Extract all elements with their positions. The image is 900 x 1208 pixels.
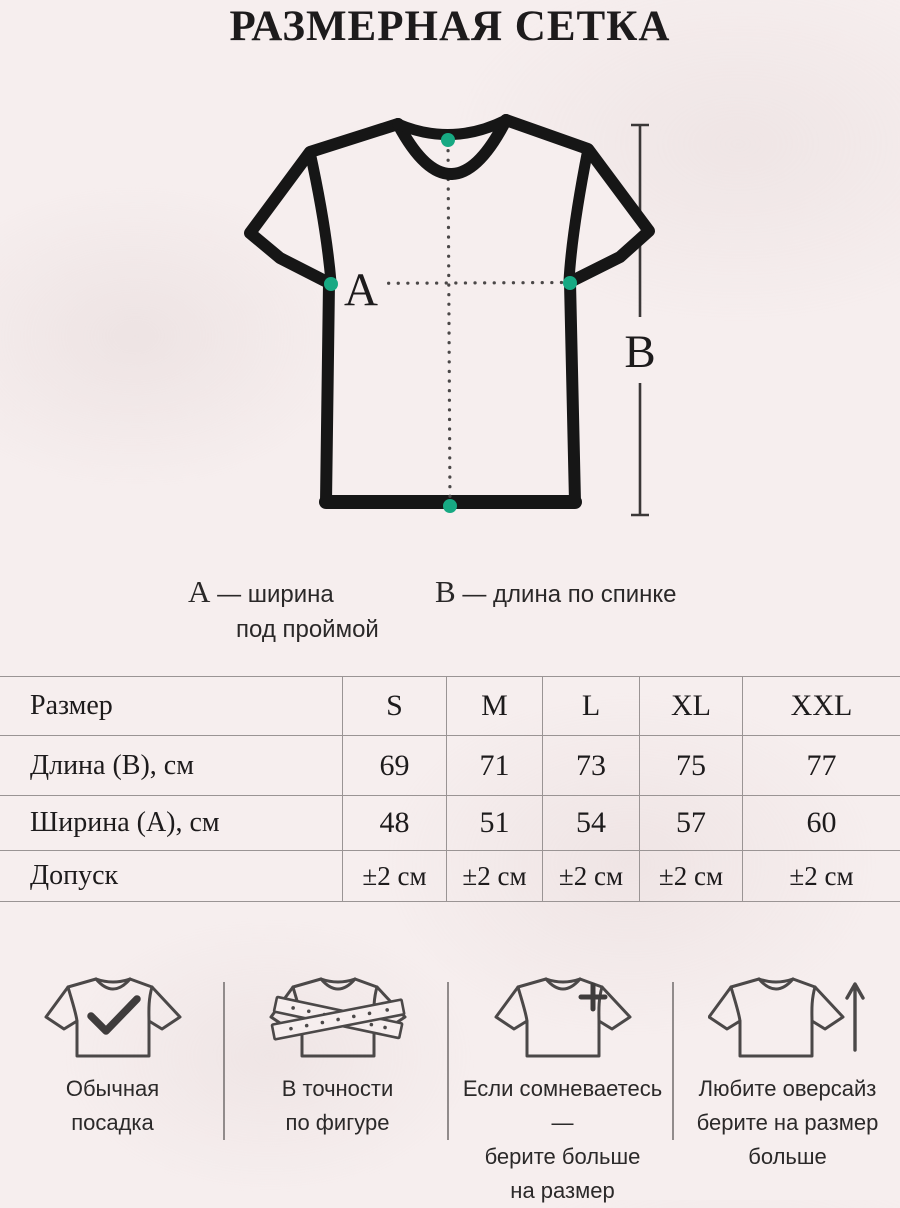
legend-width-letter: А [188,574,211,609]
row-length-l: 73 [543,735,640,795]
fit-item-regular [0,966,225,1140]
row-tolerance-m: ±2 см [447,850,543,902]
tshirt-oversize-arrow-icon [708,966,868,1066]
row-width-m: 51 [447,795,543,850]
legend-length [435,574,677,612]
legend-length-text: — длина по спинке [462,581,677,608]
row-tolerance-xxl: ±2 см [743,850,900,902]
fit-item-oversize [675,966,900,1174]
fit-caption-regular: Обычная посадка [65,1076,160,1135]
check-mark [91,999,137,1031]
legend-width-text: — ширина [217,581,334,608]
row-tolerance-l: ±2 см [543,850,640,902]
row-length-m: 71 [447,735,543,795]
table-header-l: L [543,676,640,735]
row-length-s: 69 [343,735,447,795]
row-width-xxl: 60 [743,795,900,850]
page-title: РАЗМЕРНАЯ СЕТКА [229,3,671,50]
fit-divider-2 [447,982,449,1140]
tshirt-check-icon [33,966,193,1066]
row-width-s: 48 [343,795,447,850]
row-tolerance-s: ±2 см [343,850,447,902]
table-header-size: Размер [0,676,343,735]
row-tolerance-xl: ±2 см [640,850,743,902]
legend-width [188,574,379,647]
legend-width-line2: под проймой [236,616,379,643]
table-header-m: M [447,676,543,735]
fit-caption-true-to-size: В точности по фигуре [281,1076,394,1135]
tshirt-measurement-diagram [225,95,675,525]
size-table [0,676,900,902]
width-label: А [344,264,378,316]
tshirt-measuring-tape-icon [258,966,418,1066]
legend-width-line1 [188,574,379,612]
fit-item-size-up-if-unsure [450,966,675,1208]
row-tolerance-label: Допуск [0,850,343,902]
fit-caption-size-up-if-unsure: Если сомневаетесь — берите больше на размер [462,1076,663,1203]
table-header-xl: XL [640,676,743,735]
row-length-label: Длина (В), см [0,735,343,795]
length-measure-line [631,125,649,515]
row-length-xl: 75 [640,735,743,795]
length-label: В [624,326,656,378]
table-header-xxl: XXL [743,676,900,735]
row-width-label: Ширина (А), см [0,795,343,850]
legend-length-letter: В [435,574,456,609]
tshirt-plus-icon [483,966,643,1066]
row-width-l: 54 [543,795,640,850]
row-width-xl: 57 [640,795,743,850]
up-arrow [847,984,863,1050]
table-header-s: S [343,676,447,735]
fit-item-true-to-size [225,966,450,1140]
row-length-xxl: 77 [743,735,900,795]
fit-caption-oversize: Любите оверсайз берите на размер больше [696,1076,879,1169]
fit-divider-3 [672,982,674,1140]
